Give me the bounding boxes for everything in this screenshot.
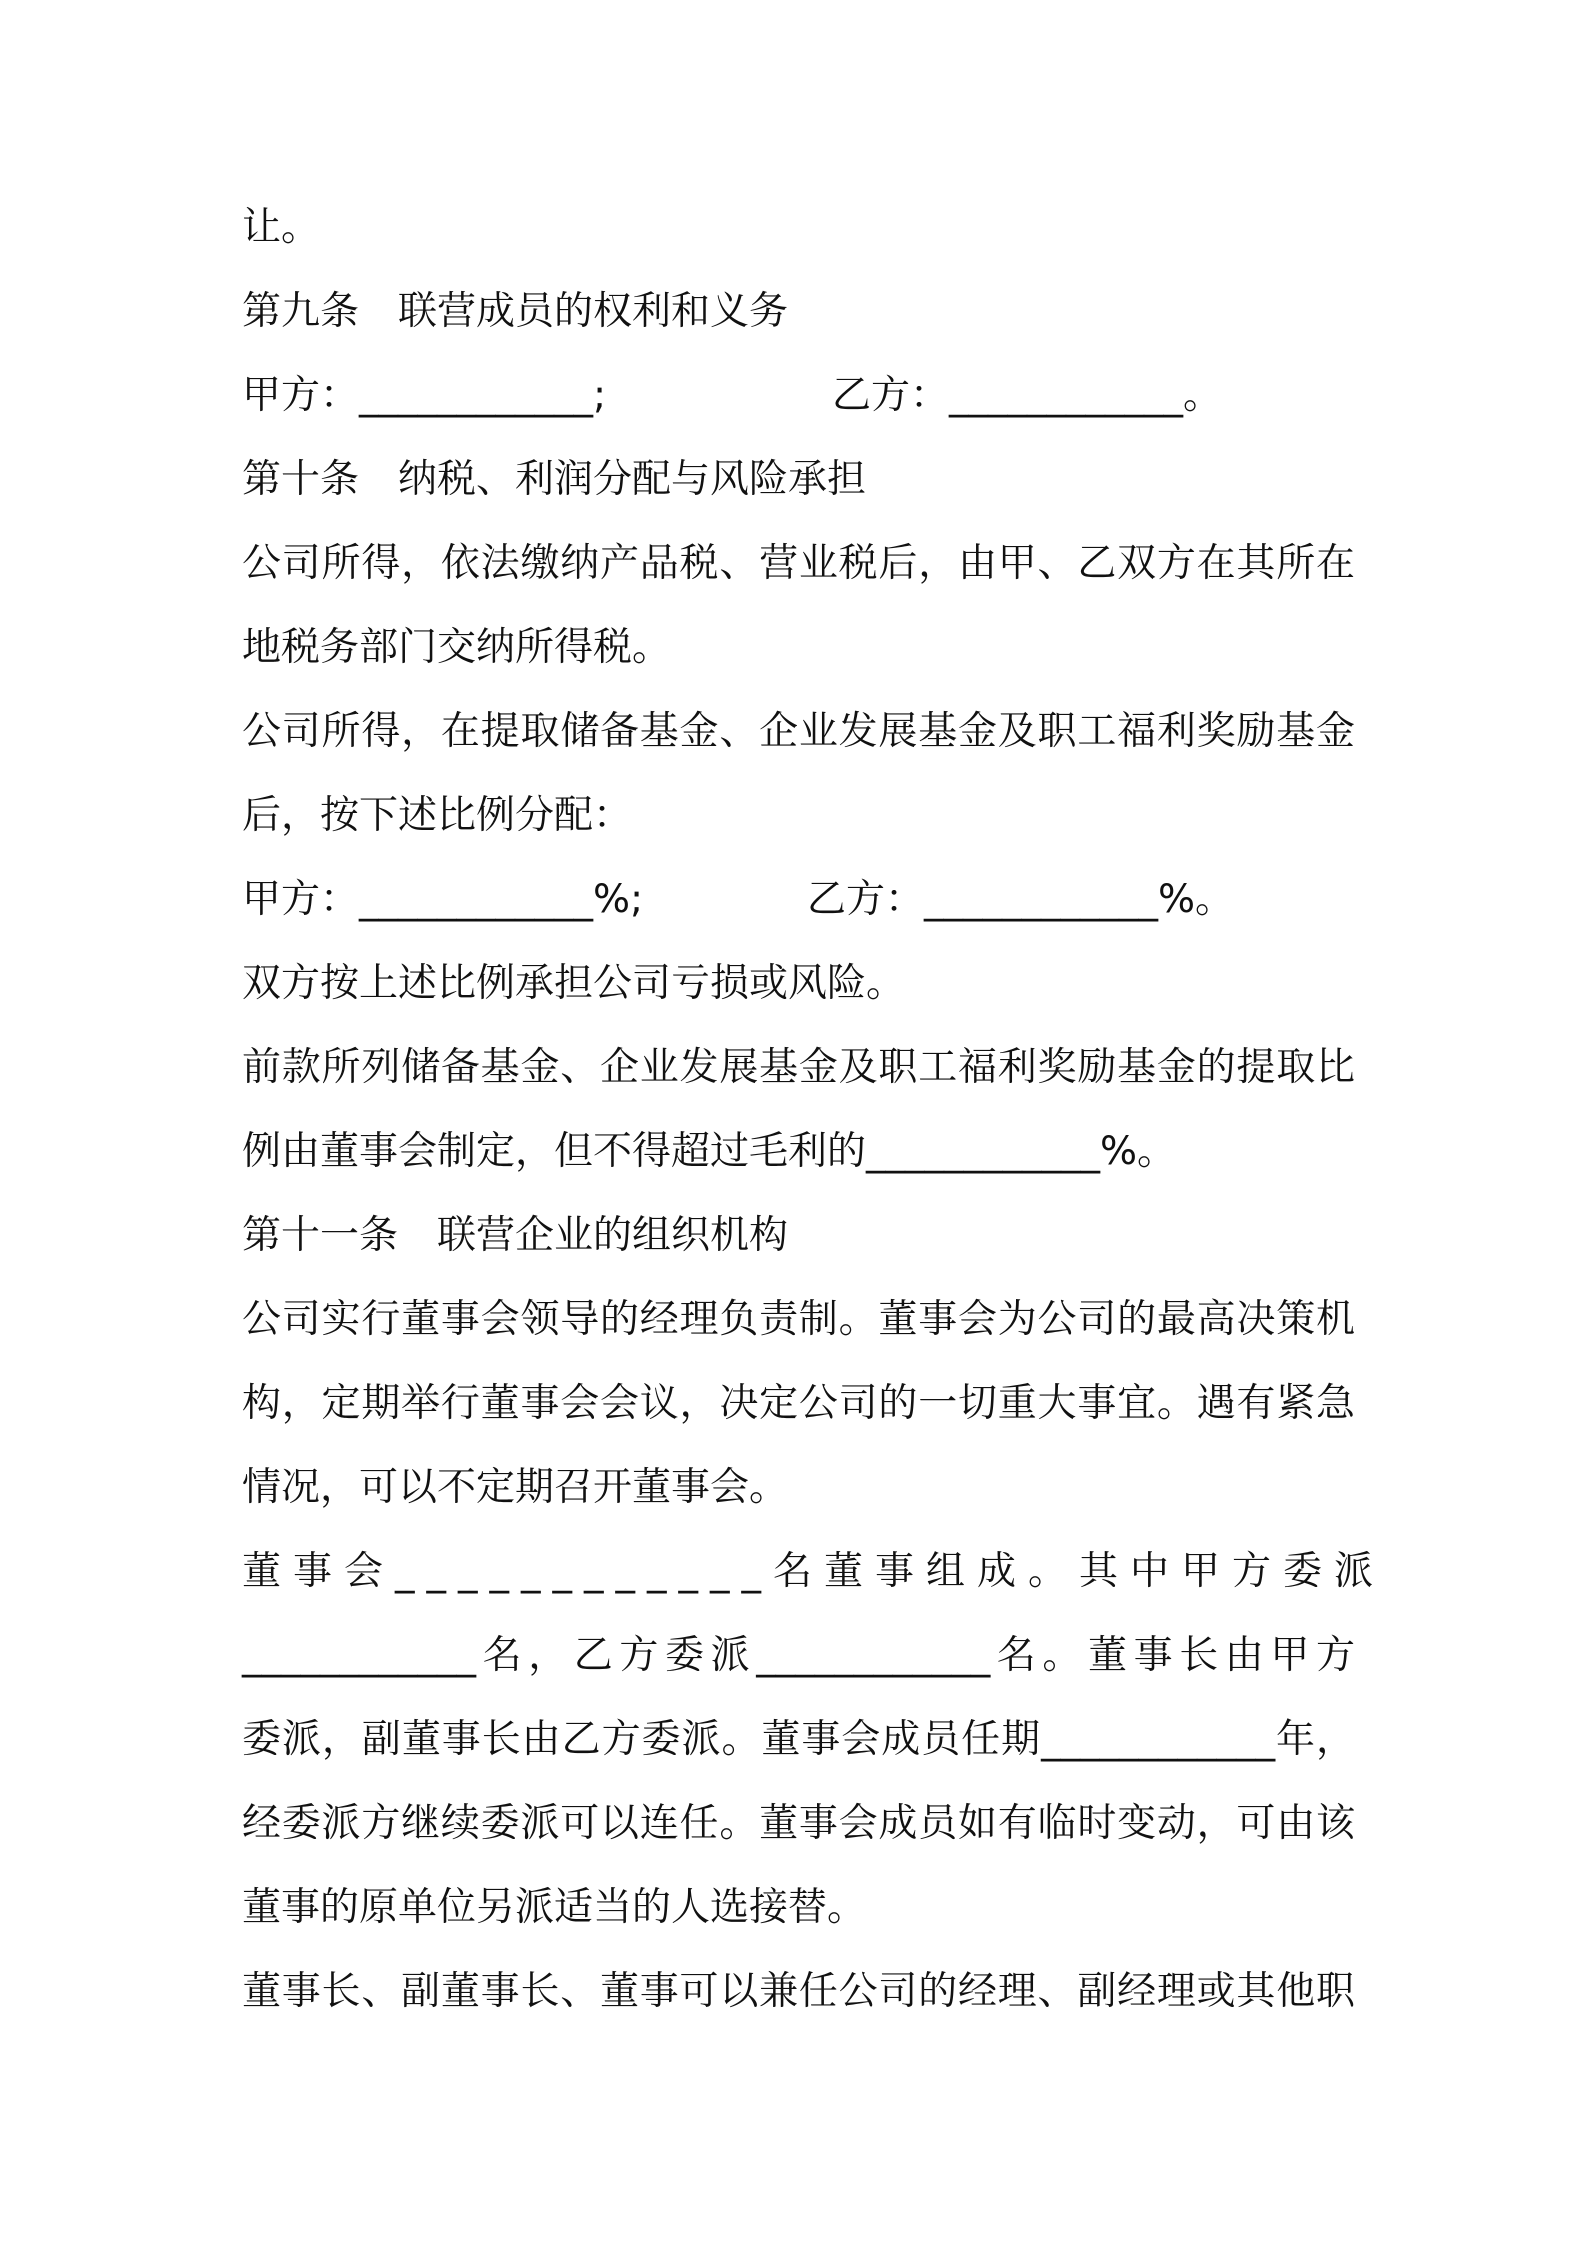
party-a-rights-blank: 甲方：____________; — [242, 373, 607, 418]
text-line: 双方按上述比例承担公司亏损或风险。 — [242, 961, 906, 1006]
text-line: ____________名，乙方委派____________名。董事长由甲方 — [242, 1633, 1355, 1678]
text-line: 董事的原单位另派适当的人选接替。 — [242, 1885, 867, 1930]
text-line: 公司所得，依法缴纳产品税、营业税后，由甲、乙双方在其所在 — [242, 541, 1355, 586]
text-line: 经委派方继续委派可以连任。董事会成员如有临时变动，可由该 — [242, 1801, 1355, 1846]
text-line: 构，定期举行董事会会议，决定公司的一切重大事宜。遇有紧急 — [242, 1381, 1355, 1426]
party-a-ratio-blank: 甲方：____________%; — [242, 877, 644, 922]
party-b-ratio-blank: 乙方：____________%。 — [807, 877, 1235, 922]
rights-line — [242, 354, 1355, 438]
text-line: 情况，可以不定期召开董事会。 — [242, 1465, 789, 1510]
text-line: 董事会____________名董事组成。其中甲方委派 — [242, 1549, 1386, 1594]
article-11-heading: 第十一条 联营企业的组织机构 — [242, 1213, 789, 1258]
text-line: 后，按下述比例分配： — [242, 793, 633, 838]
article-9-heading: 第九条 联营成员的权利和义务 — [242, 289, 789, 334]
party-b-rights-blank: 乙方：____________。 — [832, 373, 1223, 418]
text-line: 委派，副董事长由乙方委派。董事会成员任期____________年， — [242, 1717, 1355, 1762]
article-10-heading: 第十条 纳税、利润分配与风险承担 — [242, 457, 867, 502]
text-line: 公司所得，在提取储备基金、企业发展基金及职工福利奖励基金 — [242, 709, 1355, 754]
ratio-line — [242, 858, 1355, 942]
text-line: 让。 — [242, 205, 321, 250]
text-line: 董事长、副董事长、董事可以兼任公司的经理、副经理或其他职 — [242, 1969, 1355, 2014]
text-line: 例由董事会制定，但不得超过毛利的____________%。 — [242, 1129, 1177, 1174]
text-line: 公司实行董事会领导的经理负责制。董事会为公司的最高决策机 — [242, 1297, 1355, 1342]
text-line: 地税务部门交纳所得税。 — [242, 625, 672, 670]
text-line: 前款所列储备基金、企业发展基金及职工福利奖励基金的提取比 — [242, 1045, 1355, 1090]
